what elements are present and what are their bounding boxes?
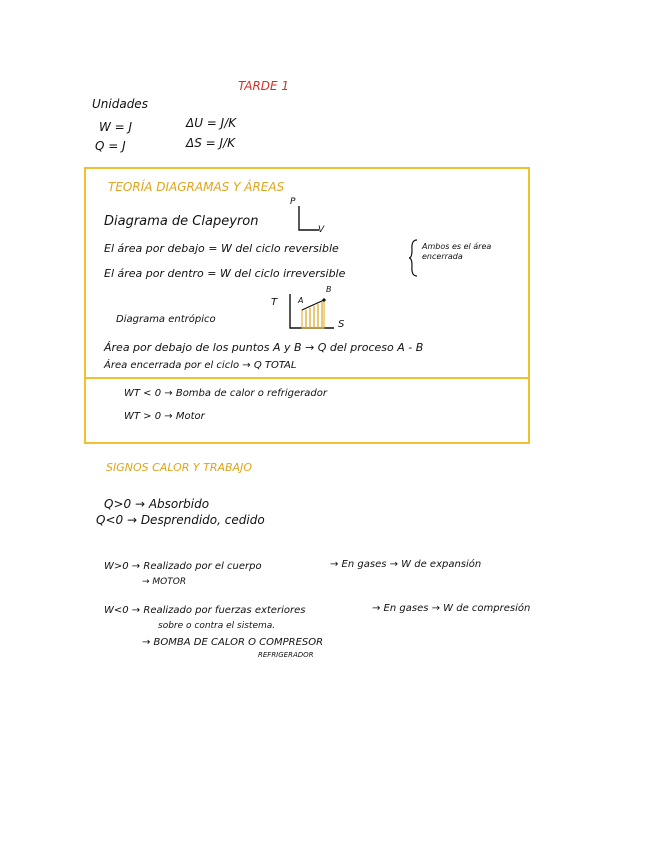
w-negative-gas: → En gases → W de compresión bbox=[372, 603, 531, 614]
page-title: TARDE 1 bbox=[238, 79, 290, 93]
w-negative-bomba: → BOMBA DE CALOR O COMPRESOR bbox=[142, 637, 324, 648]
ts-axis-s: S bbox=[338, 319, 345, 330]
wt-negative: WT < 0 → Bomba de calor o refrigerador bbox=[124, 388, 327, 399]
line-area-ab: Área por debajo de los puntos A y B → Q del proceso A - B bbox=[104, 341, 424, 354]
pv-axis-p: P bbox=[290, 197, 296, 207]
units-w: W = J bbox=[99, 120, 133, 134]
brace-icon bbox=[409, 238, 419, 278]
units-q: Q = J bbox=[95, 139, 126, 153]
both-note: Ambos es el área encerrada bbox=[422, 242, 492, 262]
pv-axis-v: V bbox=[318, 225, 325, 235]
ts-point-a: A bbox=[298, 296, 304, 305]
w-negative-refrigerador: REFRIGERADOR bbox=[258, 651, 314, 659]
w-positive-gas: → En gases → W de expansión bbox=[330, 559, 482, 570]
ts-axis-t: T bbox=[271, 297, 278, 308]
w-negative: W<0 → Realizado por fuerzas exteriores bbox=[104, 605, 306, 616]
units-du: ΔU = J/K bbox=[186, 116, 237, 130]
units-heading: Unidades bbox=[92, 97, 148, 111]
q-positive: Q>0 → Absorbido bbox=[104, 497, 210, 511]
w-positive-motor: → MOTOR bbox=[142, 577, 187, 587]
pv-diagram-label: Diagrama de Clapeyron bbox=[104, 214, 259, 229]
ts-diagram-icon bbox=[284, 290, 344, 334]
signs-heading: SIGNOS CALOR Y TRABAJO bbox=[106, 461, 252, 474]
theory-heading: TEORÍA DIAGRAMAS Y ÁREAS bbox=[108, 180, 285, 194]
w-negative-continuation: sobre o contra el sistema. bbox=[158, 621, 276, 631]
units-ds: ΔS = J/K bbox=[186, 136, 235, 150]
w-positive: W>0 → Realizado por el cuerpo bbox=[104, 561, 262, 572]
ts-point-b: B bbox=[326, 285, 332, 294]
q-negative: Q<0 → Desprendido, cedido bbox=[96, 513, 265, 527]
line-irreversible: El área por dentro = W del ciclo irreversible bbox=[104, 267, 346, 280]
line-area-cycle: Área encerrada por el ciclo → Q TOTAL bbox=[104, 360, 297, 371]
line-reversible: El área por debajo = W del ciclo reversible bbox=[104, 242, 339, 255]
wt-positive: WT > 0 → Motor bbox=[124, 411, 205, 422]
ts-diagram-label: Diagrama entrópico bbox=[116, 314, 216, 325]
